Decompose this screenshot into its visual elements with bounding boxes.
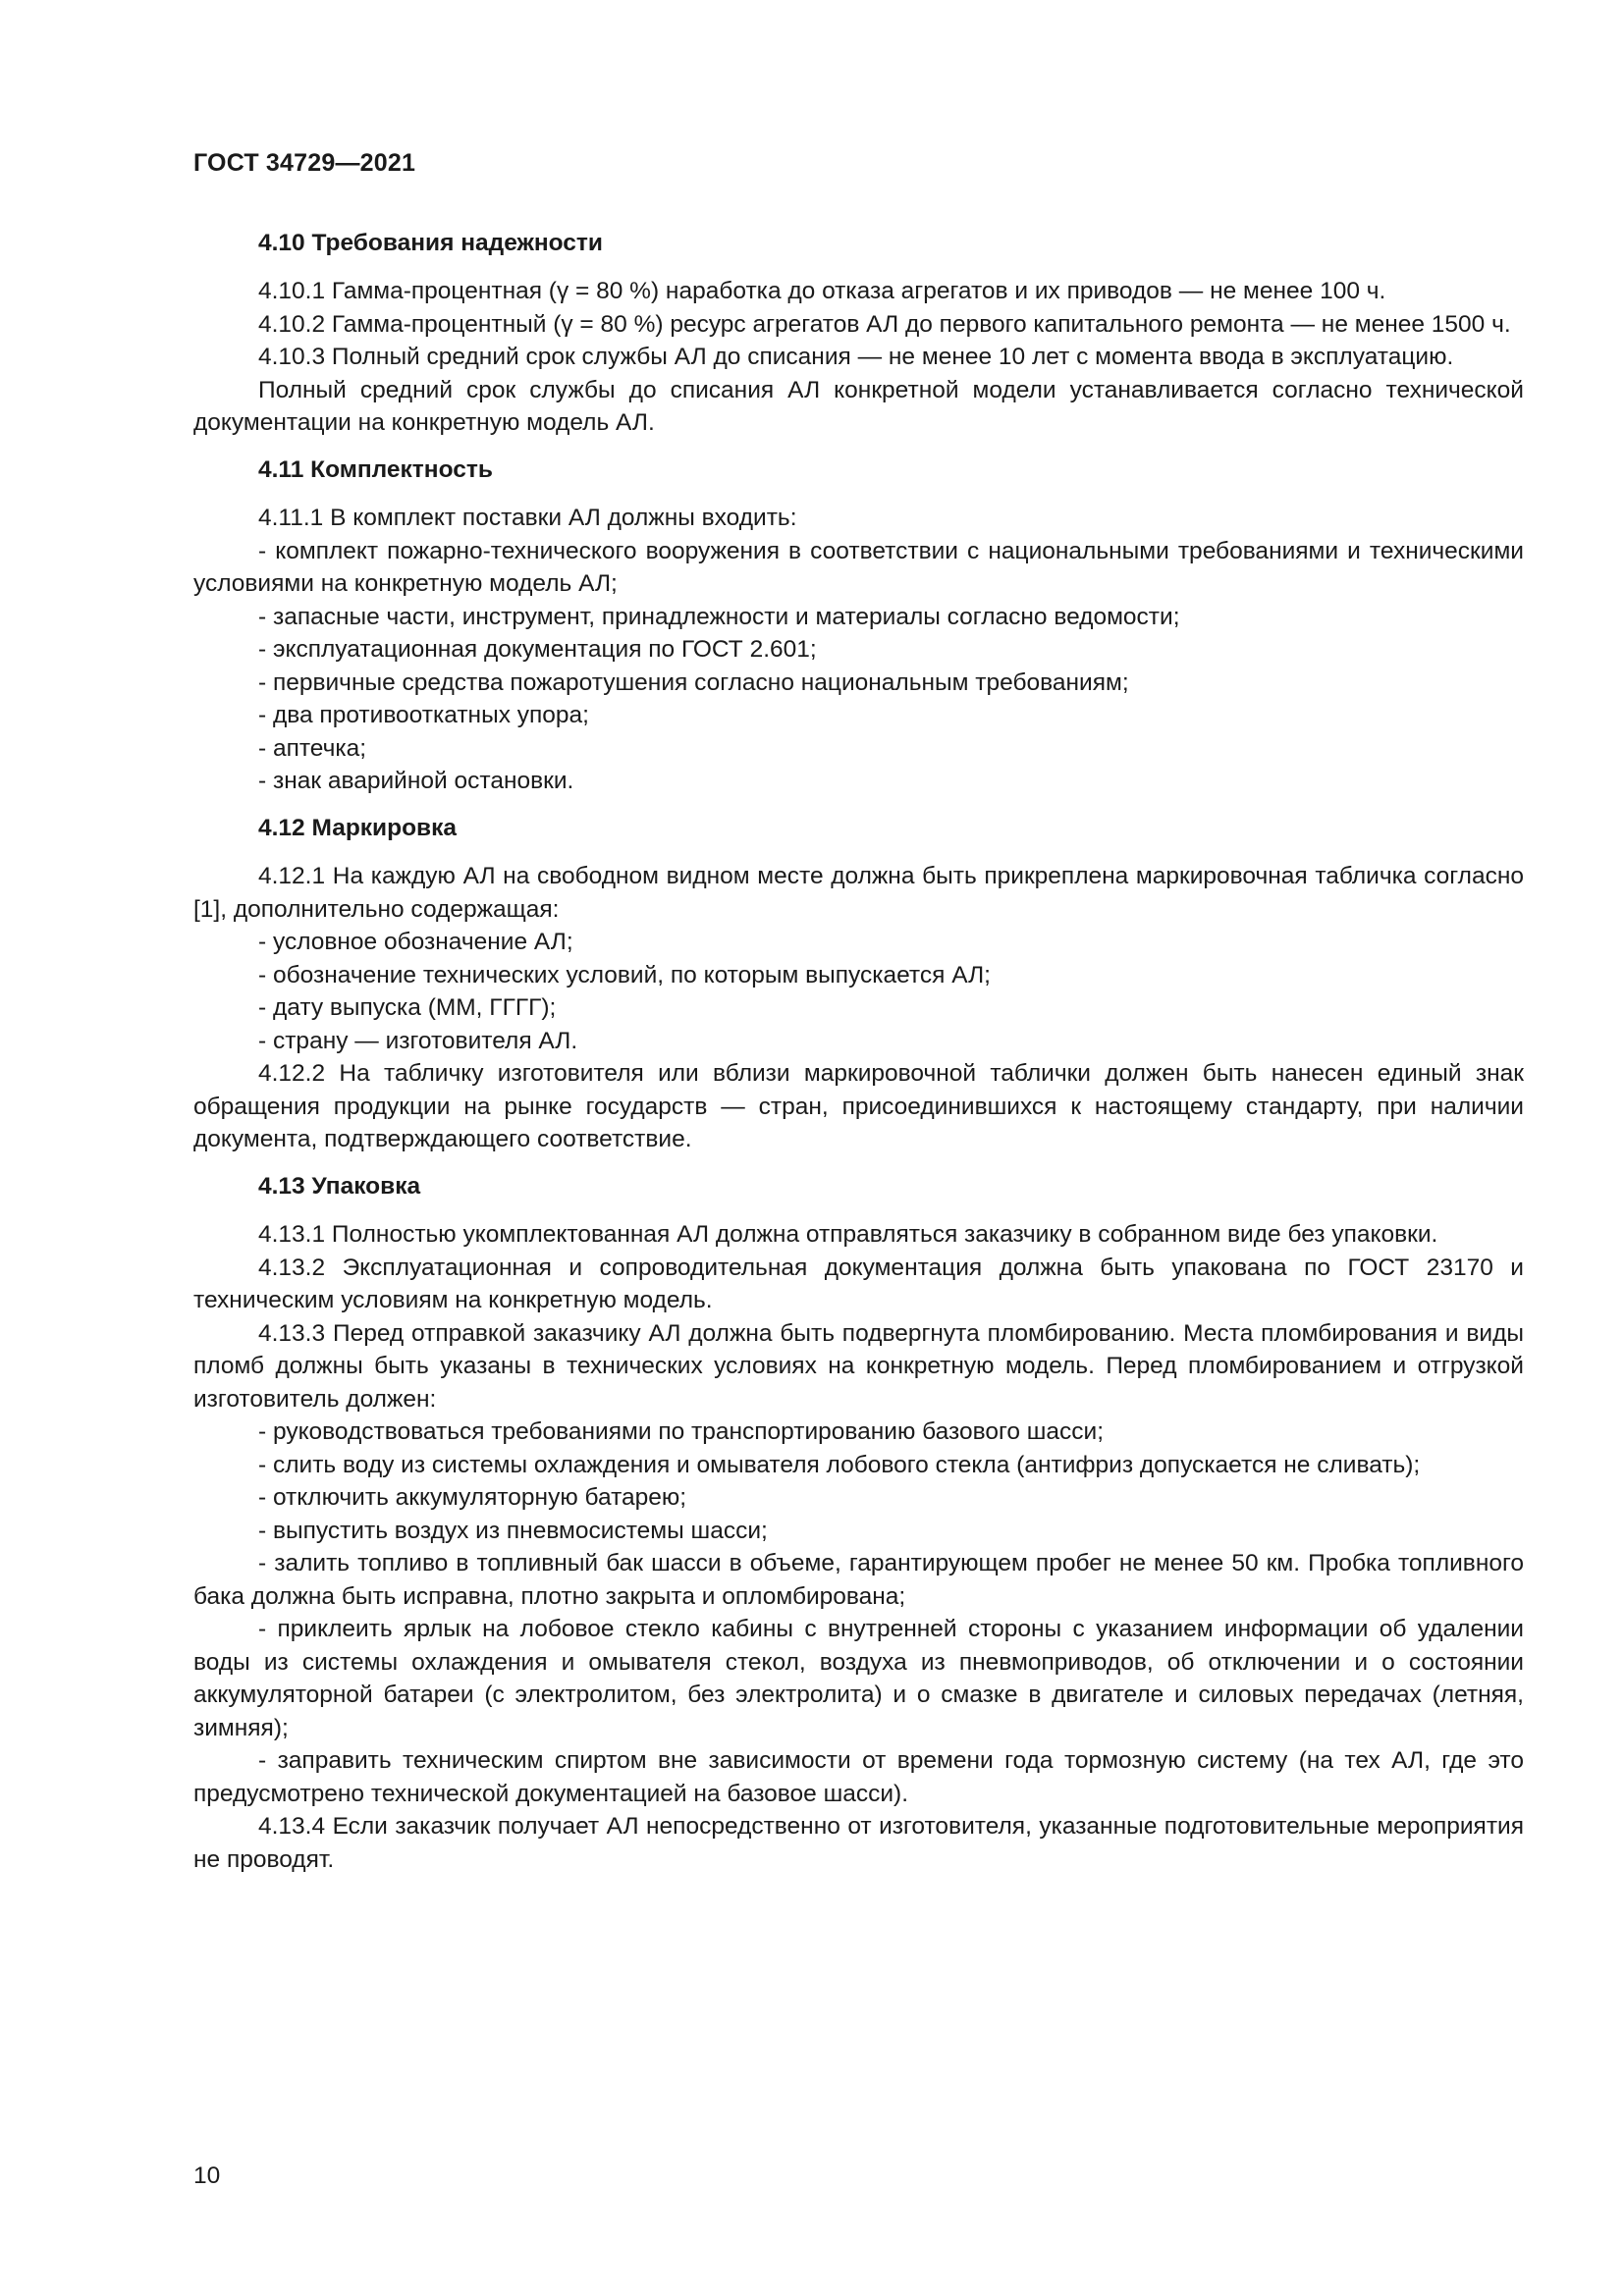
paragraph-service-life: Полный средний срок службы до списания АЛ конкретной модели устанавливается согласно технической документации на конкретную модель АЛ. bbox=[193, 376, 1524, 436]
list-item: - эксплуатационная документация по ГОСТ 2.601; bbox=[258, 636, 817, 663]
section-title-4-13: 4.13 Упаковка bbox=[258, 1172, 421, 1200]
list-item: - первичные средства пожаротушения согласно национальным требованиям; bbox=[258, 668, 1129, 696]
list-item: - запасные части, инструмент, принадлежности и материалы согласно ведомости; bbox=[258, 603, 1180, 630]
list-item: - руководствоваться требованиями по транспортированию базового шасси; bbox=[258, 1418, 1105, 1445]
list-item: - страну — изготовителя АЛ. bbox=[258, 1027, 578, 1054]
page-number: 10 bbox=[193, 2163, 221, 2189]
list-item: - условное обозначение АЛ; bbox=[258, 929, 573, 955]
paragraph-4-10-3: 4.10.3 Полный средний срок службы АЛ до списания — не менее 10 лет с момента ввода в эксплуатацию. bbox=[258, 344, 1454, 370]
paragraph-4-12-1: 4.12.1 На каждую АЛ на свободном видном месте должна быть прикреплена маркировочная табличка согласно [1], дополнительно содержащая: bbox=[193, 863, 1524, 923]
list-item: - слить воду из системы охлаждения и омывателя лобового стекла (антифриз допускается не сливать); bbox=[258, 1451, 1421, 1478]
document-page bbox=[193, 147, 1524, 1876]
list-item: - заправить техническим спиртом вне зависимости от времени года тормозную систему (на тех АЛ, где это предусмотрено технической документацией на базовое шасси). bbox=[193, 1747, 1524, 1807]
paragraph-4-10-1: 4.10.1 Гамма-процентная (γ = 80 %) наработка до отказа агрегатов и их приводов — не менее 100 ч. bbox=[258, 278, 1386, 304]
section-title-4-10: 4.10 Требования надежности bbox=[258, 229, 603, 256]
list-item: - отключить аккумуляторную батарею; bbox=[258, 1484, 687, 1511]
section-title-4-12: 4.12 Маркировка bbox=[258, 814, 457, 841]
list-item: - знак аварийной остановки. bbox=[258, 768, 574, 794]
list-item: - аптечка; bbox=[258, 734, 367, 762]
section-title-4-11: 4.11 Комплектность bbox=[258, 455, 493, 483]
document-code: ГОСТ 34729—2021 bbox=[193, 149, 416, 177]
paragraph-4-13-3: 4.13.3 Перед отправкой заказчику АЛ должна быть подвергнута пломбированию. Места пломбирования и виды пломб должны быть указаны в технических условиях на конкретную модель. Перед пломбированием и отгрузкой изготовитель должен: bbox=[193, 1319, 1524, 1413]
list-item: - выпустить воздух из пневмосистемы шасси; bbox=[258, 1517, 768, 1544]
list-item: - приклеить ярлык на лобовое стекло кабины с внутренней стороны с указанием информации об удалении воды из системы охлаждения и омывателя стекол, воздуха из пневмоприводов, об отключении и о состоянии аккумуляторной батареи (с электролитом, без электролита) и о смазке в двигателе и силовых передачах (летняя, зимняя); bbox=[193, 1616, 1524, 1741]
paragraph-4-11-1: 4.11.1 В комплект поставки АЛ должны входить: bbox=[258, 505, 797, 531]
list-item: - обозначение технических условий, по которым выпускается АЛ; bbox=[258, 961, 991, 988]
paragraph-4-13-4: 4.13.4 Если заказчик получает АЛ непосредственно от изготовителя, указанные подготовительные мероприятия не проводят. bbox=[193, 1813, 1524, 1873]
paragraph-4-10-2: 4.10.2 Гамма-процентный (γ = 80 %) ресурс агрегатов АЛ до первого капитального ремонта — не менее 1500 ч. bbox=[258, 310, 1511, 338]
list-item: - залить топливо в топливный бак шасси в объеме, гарантирующем пробег не менее 50 км. Пробка топливного бака должна быть исправна, плотно закрыта и опломбирована; bbox=[193, 1550, 1524, 1610]
list-item: - два противооткатных упора; bbox=[258, 702, 589, 728]
paragraph-4-13-2: 4.13.2 Эксплуатационная и сопроводительная документация должна быть упакована по ГОСТ 23170 и техническим условиям на конкретную модель. bbox=[193, 1254, 1524, 1313]
list-item: - комплект пожарно-технического вооружения в соответствии с национальными требованиями и техническими условиями на конкретную модель АЛ; bbox=[193, 537, 1524, 597]
paragraph-4-12-2: 4.12.2 На табличку изготовителя или вблизи маркировочной таблички должен быть нанесен единый знак обращения продукции на рынке государств — стран, присоединившихся к настоящему стандарту, при наличии документа, подтверждающего соответствие. bbox=[193, 1060, 1524, 1152]
paragraph-4-13-1: 4.13.1 Полностью укомплектованная АЛ должна отправляться заказчику в собранном виде без упаковки. bbox=[258, 1221, 1438, 1248]
list-item: - дату выпуска (ММ, ГГГГ); bbox=[258, 994, 557, 1021]
